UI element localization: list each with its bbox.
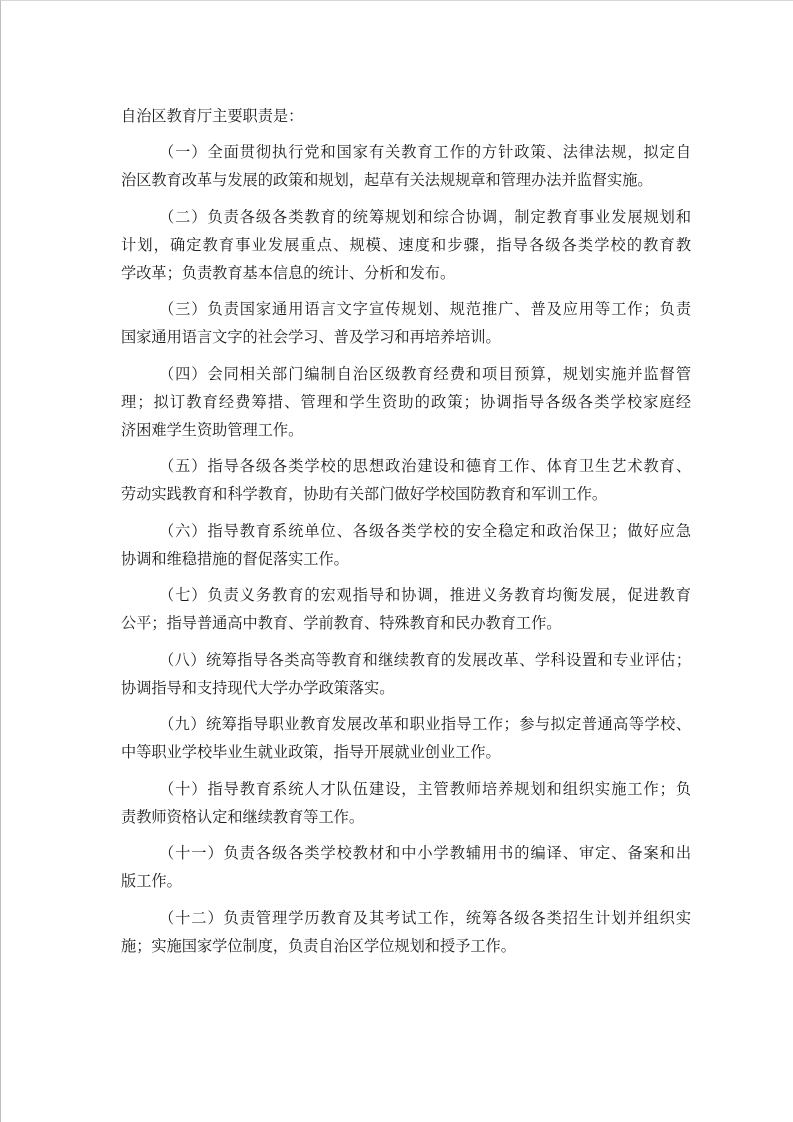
paragraph-line: 劳动实践教育和科学教育，协助有关部门做好学校国防教育和军训工作。 <box>121 485 607 503</box>
paragraph-line: （十二）负责管理学历教育及其考试工作，统筹各级各类招生计划并组织实 <box>159 908 691 927</box>
paragraph <box>121 581 691 637</box>
paragraph-line: （一）全面贯彻执行党和国家有关教育工作的方针政策、法律法规，拟定自 <box>159 143 691 161</box>
paragraph-line: 公平；指导普通高中教育、学前教育、特殊教育和民办教育工作。 <box>121 614 562 632</box>
paragraph-line: 治区教育改革与发展的政策和规划，起草有关法规规章和管理办法并监督实施。 <box>121 171 653 189</box>
paragraph <box>121 710 691 766</box>
paragraph-line: 协调指导和支持现代大学办学政策落实。 <box>121 678 395 697</box>
paragraph-line: （二）负责各级各类教育的统筹规划和综合协调，制定教育事业发展规划和 <box>159 207 691 226</box>
paragraph <box>121 904 691 960</box>
paragraph-line: （七）负责义务教育的宏观指导和协调，推进义务教育均衡发展，促进教育 <box>159 586 691 604</box>
paragraph-line: （四）会同相关部门编制自治区级教育经费和项目预算，规划实施并监督管 <box>159 364 691 383</box>
paragraph-line: 理；拟订教育经费筹措、管理和学生资助的政策；协调指导各级各类学校家庭经 <box>121 392 691 411</box>
document-body <box>121 102 691 968</box>
paragraph-line: 中等职业学校毕业生就业政策，指导开展就业创业工作。 <box>121 743 501 761</box>
paragraph-line: （九）统筹指导职业教育发展改革和职业指导工作；参与拟定普通高等学校、 <box>159 715 691 733</box>
paragraph <box>121 295 691 351</box>
paragraph-line: 计划，确定教育事业发展重点、规模、速度和步骤，指导各级各类学校的教育教 <box>121 235 691 254</box>
paragraph-line: 施；实施国家学位制度，负责自治区学位规划和授予工作。 <box>121 936 516 955</box>
paragraph-line: （十）指导教育系统人才队伍建设，主管教师培养规划和组织实施工作；负 <box>159 779 691 798</box>
paragraph-list <box>121 138 691 960</box>
paragraph-line: （八）统筹指导各类高等教育和继续教育的发展改革、学科设置和专业评估； <box>159 650 691 669</box>
paragraph <box>121 452 691 508</box>
paragraph <box>121 839 691 895</box>
paragraph-line: （六）指导教育系统单位、各级各类学校的安全稳定和政治保卫；做好应急 <box>159 521 691 540</box>
paragraph-line: （三）负责国家通用语言文字宣传规划、规范推广、普及应用等工作；负责 <box>159 300 691 318</box>
paragraph-line: 国家通用语言文字的社会学习、普及学习和再培养培训。 <box>121 328 501 346</box>
paragraph <box>121 360 691 444</box>
paragraph <box>121 203 691 287</box>
paragraph-line: 学改革；负责教育基本信息的统计、分析和发布。 <box>121 263 456 282</box>
paragraph <box>121 646 691 702</box>
paragraph-line: （十一）负责各级各类学校教材和中小学教辅用书的编译、审定、备案和出 <box>159 844 691 862</box>
paragraph-line: （五）指导各级各类学校的思想政治建设和德育工作、体育卫生艺术教育、 <box>159 457 691 475</box>
paragraph-line: 协调和维稳措施的督促落实工作。 <box>121 549 349 568</box>
paragraph <box>121 138 691 194</box>
paragraph <box>121 517 691 573</box>
paragraph <box>121 775 691 831</box>
intro-line: 自治区教育厅主要职责是： <box>121 107 304 125</box>
paragraph-line: 版工作。 <box>121 872 182 890</box>
paragraph-line: 济困难学生资助管理工作。 <box>121 420 304 439</box>
paragraph-line: 责教师资格认定和继续教育等工作。 <box>121 807 364 826</box>
